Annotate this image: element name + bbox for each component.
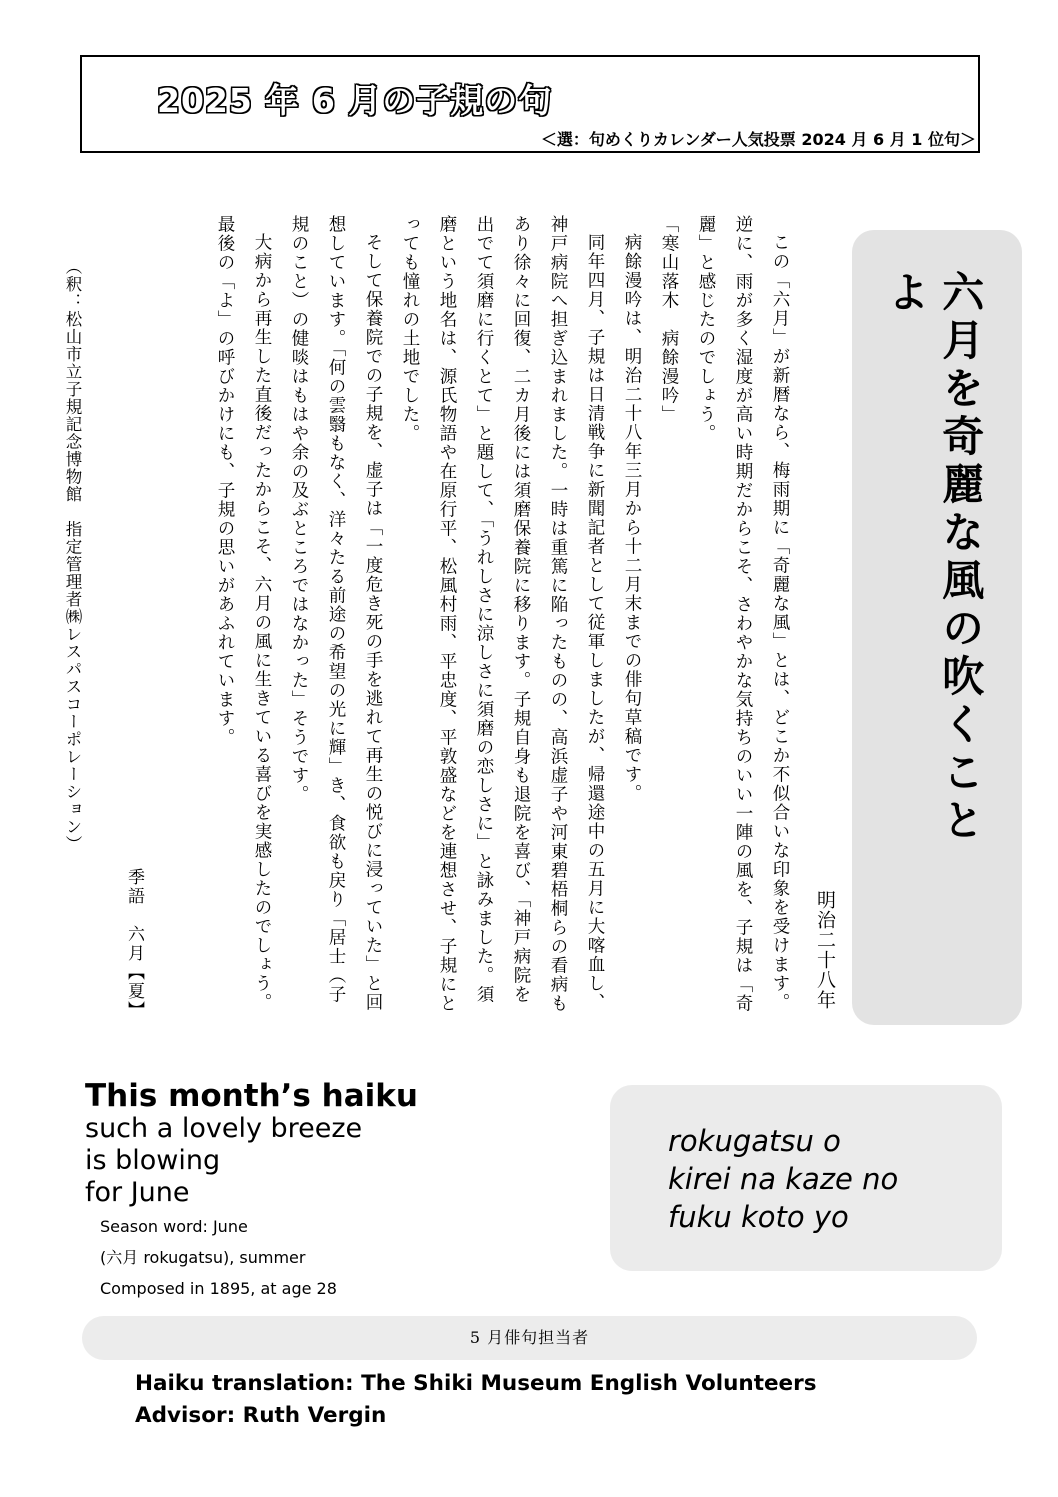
translation-credit: Haiku translation: The Shiki Museum English Volunteers — [135, 1371, 817, 1396]
essay-paragraph: 大病から再生した直後だったからこそ、六月の風に生きている喜びを実感したのでしょう。最後の「よ」の呼びかけにも、子規の思いがあふれています。 — [215, 215, 272, 1012]
season-word-en: Season word: June — [100, 1217, 248, 1236]
essay-paragraph: 同年四月、子規は日清戦争に新聞記者として従軍しましたが、帰還途中の五月に大喀血し、神戸病院へ担ぎ込まれました。一時は重篤に陥ったものの、高浜虚子や河東碧梧桐らの看病もあり徐々に回復、二カ月後には須磨保養院に移ります。子規自身も退院を喜び、「神戸病院を出でて須磨に行くとて」と題して、「うれしさに涼しさに須磨の恋しさに」と詠みました。須磨という地名は、源氏物語や在原行平、松風村雨、平忠度、平敦盛などを連想させ、子規にとっても憧れの土地でした。 — [400, 215, 605, 1013]
english-haiku — [85, 1113, 362, 1209]
romaji-line: kirei na kaze no — [668, 1162, 899, 1196]
romaji-line: rokugatsu o — [668, 1124, 841, 1158]
translator-credits — [135, 1368, 817, 1432]
haiku-japanese: 六月を奇麗な風の吹くことよ — [881, 270, 986, 846]
commentary-credit: （釈：松山市立子規記念博物館 指定管理者㈱レスパスコーポレーション） — [63, 258, 82, 853]
essay-paragraph: 病餘漫吟は、明治二十八年三月から十二月末までの俳句草稿です。 — [622, 232, 642, 803]
commentary-essay — [168, 215, 798, 1015]
composition-note: Composed in 1895, at age 28 — [100, 1279, 337, 1298]
english-haiku-line: for June — [85, 1177, 190, 1208]
header-box — [80, 55, 980, 153]
romaji-line: fuku koto yo — [668, 1200, 849, 1234]
staff-bar: 5 月俳句担当者 — [82, 1316, 977, 1360]
season-word: 季語 六月【夏】 — [124, 868, 144, 1020]
essay-source: 「寒山落木 病餘漫吟」 — [659, 215, 679, 424]
page-title: 2025 年 6 月の子規の句 — [157, 81, 553, 120]
season-word-reading: (六月 rokugatsu), summer — [100, 1248, 306, 1267]
essay-paragraph: この「六月」が新暦なら、梅雨期に「奇麗な風」とは、どこか不似合いな印象を受けます。逆に、雨が多く湿度が高い時期だからこそ、さわやかな気持ちのいい一陣の風を、子規は「奇麗」と感じたのでしょう。 — [696, 215, 790, 1013]
romaji-haiku — [668, 1122, 898, 1236]
english-haiku-line: is blowing — [85, 1145, 221, 1176]
english-meta — [100, 1211, 337, 1304]
haiku-year: 明治二十八年 — [814, 890, 836, 1010]
page-subtitle: ＜選：句めくりカレンダー人気投票 2024 月 6 月 1 位句＞ — [540, 130, 976, 149]
english-haiku-line: such a lovely breeze — [85, 1113, 363, 1144]
english-title: This month’s haiku — [85, 1078, 418, 1114]
advisor-credit: Advisor: Ruth Vergin — [135, 1403, 387, 1428]
essay-paragraph: そして保養院での子規を、虚子は「一度危き死の手を逃れて再生の悦びに浸っていた」と回想しています。「何の雲翳もなく、洋々たる前途の希望の光に輝」き、食欲も戻り「居士（子規のこと）の健啖はもはや余の及ぶところではなかった」そうです。 — [289, 215, 383, 1012]
